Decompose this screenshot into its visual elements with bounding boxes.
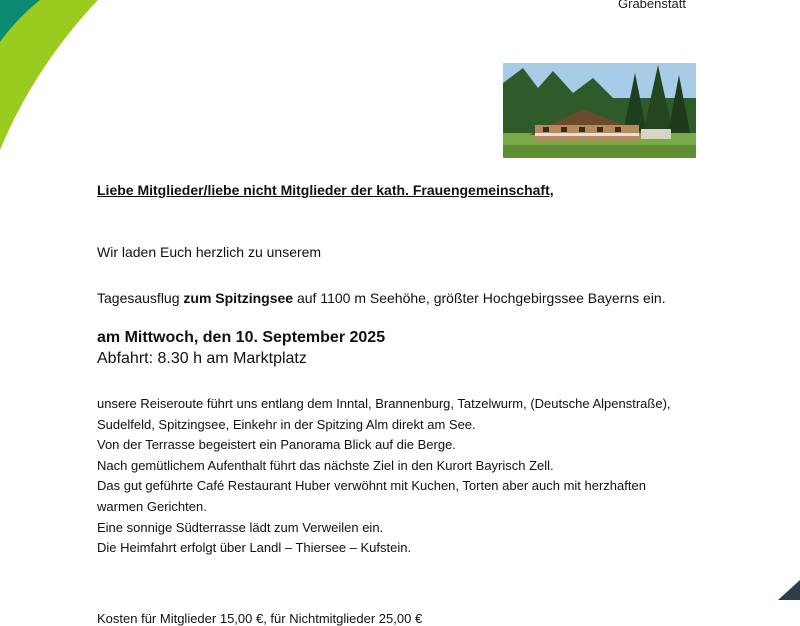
trip-date: am Mittwoch, den 10. September 2025: [97, 329, 386, 346]
route-line: Das gut geführte Café Restaurant Huber verwöhnt mit Kuchen, Torten aber auch mit herzhaften: [97, 478, 646, 494]
town-name: Grabenstätt: [618, 0, 686, 11]
route-description: [97, 394, 737, 559]
trip-suffix: auf 1100 m Seehöhe, größter Hochgebirgssee Bayerns ein.: [293, 290, 666, 306]
route-line: Eine sonnige Südterrasse lädt zum Verweilen ein.: [97, 519, 384, 535]
departure-info: Abfahrt: 8.30 h am Marktplatz: [97, 350, 307, 367]
route-line: unsere Reiseroute führt uns entlang dem Inntal, Brannenburg, Tatzelwurm, (Deutsche Alpenstraße),: [97, 396, 671, 411]
alm-hut-photo: [503, 63, 696, 158]
route-line: Nach gemütlichem Aufenthalt führt das nächste Ziel in den Kurort Bayrisch Zell.: [97, 457, 554, 473]
route-line: warmen Gerichten.: [97, 498, 207, 514]
route-line: Sudelfeld, Spitzingsee, Einkehr in der Spitzing Alm direkt am See.: [97, 416, 476, 432]
intro-text: Wir laden Euch herzlich zu unserem: [97, 244, 322, 260]
trip-description: [97, 288, 737, 308]
costs-info: Kosten für Mitglieder 15,00 €, für Nichtmitglieder 25,00 €: [97, 610, 423, 626]
trip-prefix: Tagesausflug: [97, 290, 184, 306]
route-line: Die Heimfahrt erfolgt über Landl – Thiersee – Kufstein.: [97, 540, 412, 556]
route-line: Von der Terrasse begeistert ein Panorama Blick auf die Berge.: [97, 437, 456, 453]
corner-swoosh-graphic: [0, 0, 110, 160]
greeting-heading: Liebe Mitglieder/liebe nicht Mitglieder der kath. Frauengemeinschaft,: [97, 182, 554, 198]
trip-destination: zum Spitzingsee: [183, 290, 294, 306]
letter-body: [97, 182, 737, 626]
corner-decoration: [760, 580, 800, 600]
